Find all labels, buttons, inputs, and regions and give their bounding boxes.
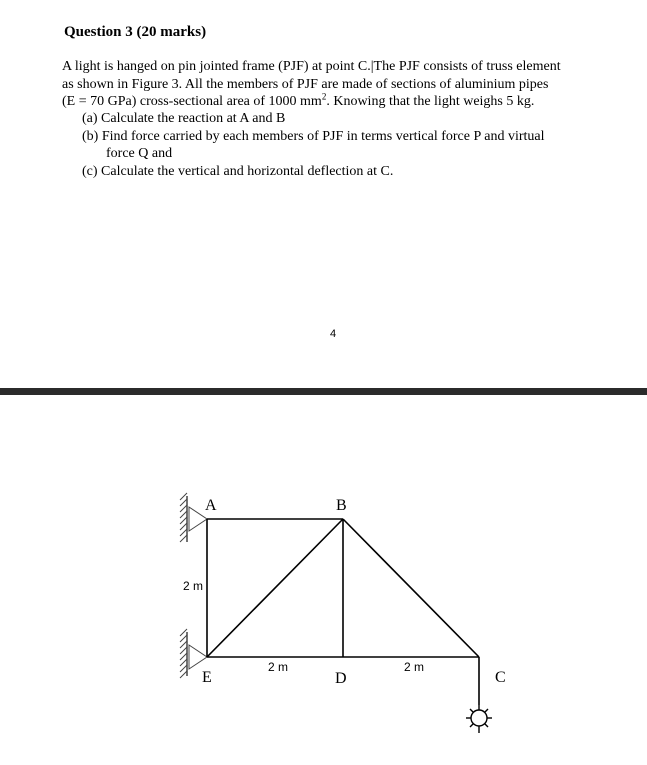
member-bc [343,519,479,657]
statement-line-1: A light is hanged on pin jointed frame (PJF) at point C.|The PJF consists of truss element [62,59,561,74]
statement-line-3-a: (E = 70 GPa) cross-sectional area of 1000 mm [62,94,322,109]
question-heading: Question 3 (20 marks) [64,24,207,40]
statement-line-3-b: . Knowing that the light weighs 5 kg. [326,94,535,109]
page-number: 4 [330,328,337,340]
superscript-2: 2 [321,91,327,102]
statement-line-2: as shown in Figure 3. All the members of PJF are made of sections of aluminium pipes [62,76,549,92]
dimension-span-ed: 2 m [268,660,289,674]
dimension-span-dc: 2 m [404,660,425,674]
pin-support-a-icon [180,493,207,542]
node-label-d: D [335,670,347,687]
node-label-e: E [202,669,212,686]
dimension-height-ae: 2 m [183,579,204,593]
member-eb [207,519,343,657]
light-bulb-icon [466,705,492,733]
part-c: (c) Calculate the vertical and horizontal deflection at C. [82,163,394,179]
part-b-continued: force Q and [106,146,173,161]
node-label-c: C [495,669,506,686]
node-label-a: A [205,497,217,514]
part-b: (b) Find force carried by each members of PJF in terms vertical force P and virtual [82,128,545,144]
part-a: (a) Calculate the reaction at A and B [82,111,286,126]
node-label-b: B [336,497,347,514]
